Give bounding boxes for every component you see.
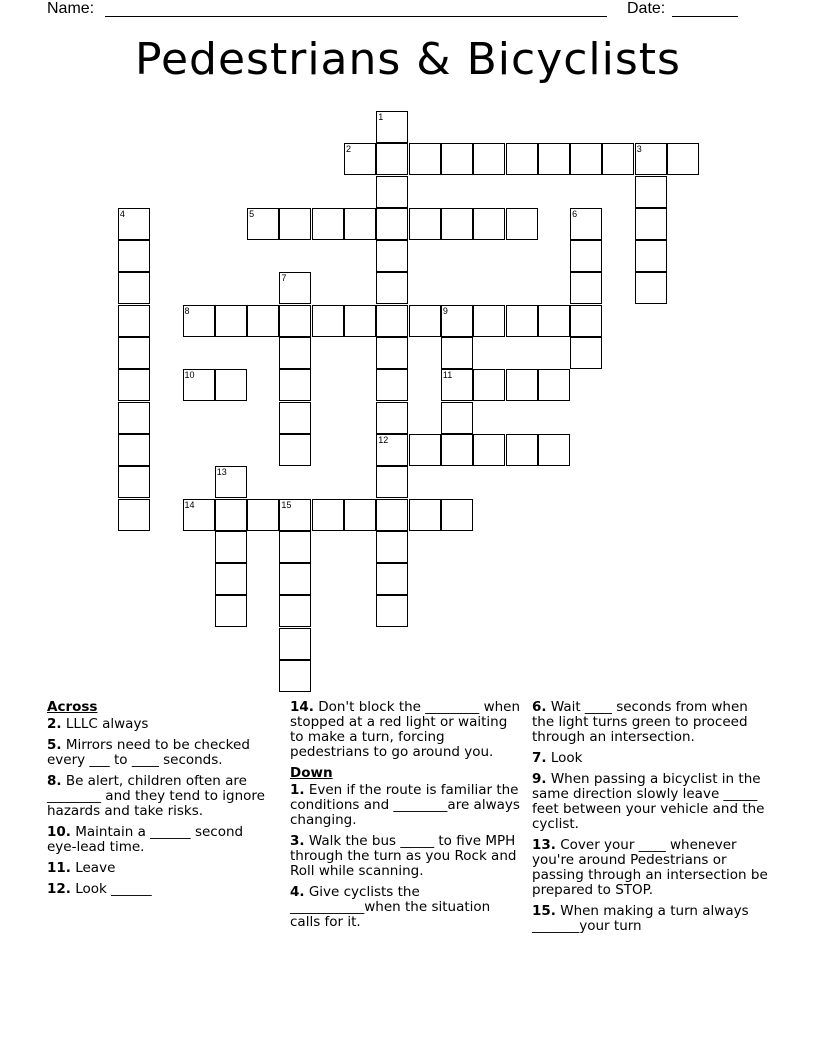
clue-number: 7. xyxy=(532,750,547,766)
crossword-cell[interactable] xyxy=(441,208,473,240)
crossword-cell[interactable] xyxy=(441,499,473,531)
clue-across-12 xyxy=(47,882,272,897)
crossword-cell[interactable] xyxy=(376,208,408,240)
clue-number: 5. xyxy=(47,737,62,753)
clues-column-2 xyxy=(290,700,522,936)
crossword-cell[interactable] xyxy=(247,208,279,240)
clue-text: Don't block the ________ when stopped at a red light or waiting to make a turn, forcing pedestrians to go around you. xyxy=(290,699,521,760)
crossword-cell[interactable] xyxy=(376,369,408,401)
clue-text: Maintain a ______ second eye-lead time. xyxy=(47,824,244,855)
crossword-cell[interactable] xyxy=(279,499,311,531)
crossword-cell[interactable] xyxy=(473,369,505,401)
crossword-cell[interactable] xyxy=(538,143,570,175)
crossword-cell[interactable] xyxy=(376,402,408,434)
crossword-cell[interactable] xyxy=(344,305,376,337)
crossword-cell[interactable] xyxy=(376,337,408,369)
crossword-cell[interactable] xyxy=(376,305,408,337)
crossword-cell[interactable] xyxy=(376,563,408,595)
crossword-cell[interactable] xyxy=(376,595,408,627)
clue-number: 4. xyxy=(290,884,305,900)
crossword-cell[interactable] xyxy=(635,208,667,240)
down-heading: Down xyxy=(290,765,333,781)
clue-number: 10. xyxy=(47,824,71,840)
crossword-cell[interactable] xyxy=(441,143,473,175)
crossword-cell[interactable] xyxy=(279,272,311,304)
clue-across-14 xyxy=(290,700,522,760)
crossword-cell[interactable] xyxy=(667,143,699,175)
clue-number: 1. xyxy=(290,782,305,798)
crossword-cell[interactable] xyxy=(279,337,311,369)
crossword-cell[interactable] xyxy=(312,208,344,240)
crossword-cell[interactable] xyxy=(215,466,247,498)
clue-text: When passing a bicyclist in the same direction slowly leave _____ feet between your vehicle and the cyclist. xyxy=(532,771,765,832)
clue-down-3 xyxy=(290,834,522,879)
crossword-cell[interactable] xyxy=(570,143,602,175)
crossword-cell[interactable] xyxy=(441,305,473,337)
crossword-cell[interactable] xyxy=(215,499,247,531)
crossword-cell[interactable] xyxy=(279,305,311,337)
crossword-cell[interactable] xyxy=(570,240,602,272)
crossword-cell[interactable] xyxy=(279,660,311,692)
clue-text: Walk the bus _____ to five MPH through the turn as you Rock and Roll while scanning. xyxy=(290,833,517,879)
crossword-cell[interactable] xyxy=(376,499,408,531)
clue-text: Give cyclists the ___________when the situation calls for it. xyxy=(290,884,491,930)
crossword-cell[interactable] xyxy=(279,531,311,563)
clues-column-3 xyxy=(532,700,772,940)
page-title: Pedestrians & Bicyclists xyxy=(135,34,681,85)
crossword-cell[interactable] xyxy=(344,143,376,175)
clue-down-13 xyxy=(532,838,772,898)
crossword-cell[interactable] xyxy=(376,143,408,175)
cell-number: 5 xyxy=(249,208,255,219)
crossword-cell[interactable] xyxy=(376,531,408,563)
crossword-cell[interactable] xyxy=(506,143,538,175)
crossword-cell[interactable] xyxy=(279,628,311,660)
crossword-cell[interactable] xyxy=(570,305,602,337)
clue-number: 6. xyxy=(532,699,547,715)
cell-number: 8 xyxy=(184,305,190,316)
clue-number: 9. xyxy=(532,771,547,787)
clue-text: Be alert, children often are ________ and they tend to ignore hazards and take risks. xyxy=(47,773,265,819)
crossword-cell[interactable] xyxy=(473,208,505,240)
clue-down-6 xyxy=(532,700,772,745)
clue-text: Wait ____ seconds from when the light turns green to proceed through an intersection. xyxy=(532,699,748,745)
crossword-cell[interactable] xyxy=(118,208,150,240)
crossword-cell[interactable] xyxy=(570,272,602,304)
clue-across-11 xyxy=(47,861,272,876)
clue-text: Leave xyxy=(75,860,116,876)
crossword-cell[interactable] xyxy=(344,499,376,531)
crossword-cell[interactable] xyxy=(538,434,570,466)
crossword-cell[interactable] xyxy=(344,208,376,240)
cell-number: 14 xyxy=(184,499,195,510)
cell-number: 2 xyxy=(346,144,352,155)
crossword-cell[interactable] xyxy=(118,499,150,531)
cell-number: 9 xyxy=(442,305,448,316)
crossword-cell[interactable] xyxy=(247,305,279,337)
crossword-cell[interactable] xyxy=(118,369,150,401)
clue-down-15 xyxy=(532,904,772,934)
crossword-cell[interactable] xyxy=(506,208,538,240)
crossword-cell[interactable] xyxy=(538,369,570,401)
clue-text: When making a turn always _______your turn xyxy=(532,903,749,934)
crossword-cell[interactable] xyxy=(635,240,667,272)
crossword-cell[interactable] xyxy=(183,369,215,401)
clue-text: Mirrors need to be checked every ___ to ____ seconds. xyxy=(47,737,250,768)
crossword-cell[interactable] xyxy=(409,305,441,337)
crossword-cell[interactable] xyxy=(441,337,473,369)
crossword-cell[interactable] xyxy=(635,272,667,304)
crossword-cell[interactable] xyxy=(279,434,311,466)
cell-number: 12 xyxy=(378,434,389,445)
crossword-cell[interactable] xyxy=(118,240,150,272)
crossword-cell[interactable] xyxy=(409,208,441,240)
crossword-cell[interactable] xyxy=(279,369,311,401)
clue-down-7 xyxy=(532,751,772,766)
crossword-cell[interactable] xyxy=(247,499,279,531)
clue-number: 15. xyxy=(532,903,556,919)
crossword-cell[interactable] xyxy=(118,272,150,304)
clue-across-10 xyxy=(47,825,272,855)
cell-number: 10 xyxy=(184,370,195,381)
cell-number: 4 xyxy=(119,208,125,219)
crossword-cell[interactable] xyxy=(118,337,150,369)
crossword-cell[interactable] xyxy=(570,208,602,240)
clue-number: 3. xyxy=(290,833,305,849)
across-heading: Across xyxy=(47,699,98,715)
cell-number: 3 xyxy=(636,144,642,155)
cell-number: 1 xyxy=(378,111,384,122)
crossword-cell[interactable] xyxy=(441,369,473,401)
crossword-cell[interactable] xyxy=(635,176,667,208)
crossword-cell[interactable] xyxy=(279,563,311,595)
crossword-cell[interactable] xyxy=(473,305,505,337)
cell-number: 6 xyxy=(572,208,578,219)
crossword-cell[interactable] xyxy=(215,305,247,337)
crossword-cell[interactable] xyxy=(312,305,344,337)
crossword-cell[interactable] xyxy=(215,531,247,563)
crossword-cell[interactable] xyxy=(118,434,150,466)
crossword-cell[interactable] xyxy=(279,595,311,627)
crossword-cell[interactable] xyxy=(409,434,441,466)
clue-down-4 xyxy=(290,885,522,930)
crossword-cell[interactable] xyxy=(376,272,408,304)
crossword-cell[interactable] xyxy=(183,499,215,531)
crossword-cell[interactable] xyxy=(312,499,344,531)
clue-number: 14. xyxy=(290,699,314,715)
clue-number: 11. xyxy=(47,860,71,876)
cell-number: 7 xyxy=(281,273,287,284)
crossword-cell[interactable] xyxy=(441,402,473,434)
crossword-cell[interactable] xyxy=(473,434,505,466)
crossword-cell[interactable] xyxy=(376,111,408,143)
crossword-cell[interactable] xyxy=(376,434,408,466)
clue-text: LLLC always xyxy=(65,716,149,732)
crossword-cell[interactable] xyxy=(602,143,634,175)
crossword-cell[interactable] xyxy=(441,434,473,466)
crossword-cell[interactable] xyxy=(409,143,441,175)
clue-text: Cover your ____ whenever you're around Pedestrians or passing through an intersection be prepared to STOP. xyxy=(532,837,768,898)
crossword-cell[interactable] xyxy=(376,466,408,498)
crossword-cell[interactable] xyxy=(118,402,150,434)
crossword-cell[interactable] xyxy=(473,143,505,175)
crossword-cell[interactable] xyxy=(215,369,247,401)
crossword-cell[interactable] xyxy=(506,434,538,466)
crossword-cell[interactable] xyxy=(215,595,247,627)
crossword-cell[interactable] xyxy=(376,240,408,272)
crossword-cell[interactable] xyxy=(376,176,408,208)
crossword-cell[interactable] xyxy=(506,305,538,337)
crossword-cell[interactable] xyxy=(279,402,311,434)
clue-text: Even if the route is familiar the conditions and ________are always changing. xyxy=(290,782,520,828)
crossword-cell[interactable] xyxy=(506,369,538,401)
crossword-cell[interactable] xyxy=(538,305,570,337)
clue-number: 8. xyxy=(47,773,62,789)
clue-down-9 xyxy=(532,772,772,832)
crossword-cell[interactable] xyxy=(118,305,150,337)
crossword-cell[interactable] xyxy=(570,337,602,369)
clue-number: 12. xyxy=(47,881,71,897)
clue-across-8 xyxy=(47,774,272,819)
crossword-cell[interactable] xyxy=(409,499,441,531)
crossword-cell[interactable] xyxy=(635,143,667,175)
crossword-cell[interactable] xyxy=(279,208,311,240)
crossword-cell[interactable] xyxy=(118,466,150,498)
cell-number: 11 xyxy=(442,370,453,381)
clue-text: Look ______ xyxy=(75,881,152,897)
clue-text: Look xyxy=(550,750,583,766)
clue-across-2 xyxy=(47,717,272,732)
clues-column-1 xyxy=(47,700,272,903)
clue-across-5 xyxy=(47,738,272,768)
crossword-cell[interactable] xyxy=(215,563,247,595)
clue-number: 13. xyxy=(532,837,556,853)
cell-number: 13 xyxy=(216,467,227,478)
clue-number: 2. xyxy=(47,716,62,732)
cell-number: 15 xyxy=(281,499,292,510)
date-label: Date: xyxy=(627,0,666,17)
crossword-cell[interactable] xyxy=(183,305,215,337)
name-label: Name: xyxy=(47,0,95,17)
clue-down-1 xyxy=(290,783,522,828)
